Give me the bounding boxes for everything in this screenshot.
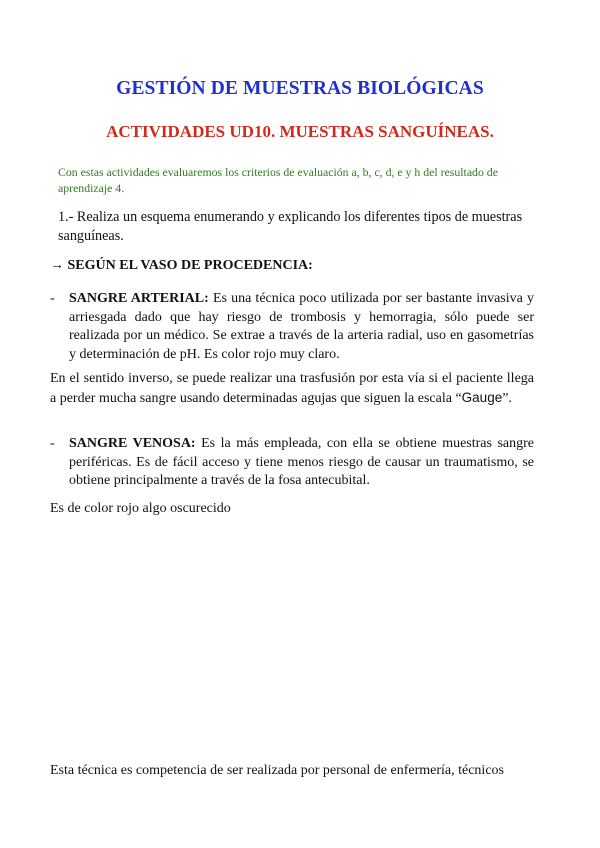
question-1: 1.- Realiza un esquema enumerando y explicando los diferentes tipos de muestras sanguíneas.: [58, 209, 523, 244]
term-sangre-venosa: SANGRE VENOSA:: [69, 436, 196, 451]
paragraph-trasfusion-text: En el sentido inverso, se puede realizar una trasfusión por esta vía si el paciente llega a perder mucha sangre usando determinadas agujas que siguen la escala “: [50, 371, 534, 406]
text-sangre-venosa: Es la más empleada, con ella se obtiene muestras sangre periféricas. Es de fácil acceso y tiene menos riesgo de causar un traumatismo, se obtiene principalmente a través de la fosa antecubital.: [69, 436, 534, 488]
gauge-term: Gauge: [461, 389, 503, 405]
paragraph-competencia: Esta técnica es competencia de ser realizada por personal de enfermería, técnicos: [50, 763, 504, 778]
paragraph-trasfusion: [50, 370, 534, 408]
document-subtitle: ACTIVIDADES UD10. MUESTRAS SANGUÍNEAS.: [106, 122, 494, 141]
section-heading-text: SEGÚN EL VASO DE PROCEDENCIA:: [67, 258, 313, 273]
arrow-icon: →: [50, 258, 64, 273]
term-sangre-arterial: SANGRE ARTERIAL:: [69, 291, 209, 306]
list-item-sangre-arterial: [50, 290, 534, 364]
list-dash: -: [50, 436, 55, 451]
paragraph-color: Es de color rojo algo oscurecido: [50, 501, 231, 516]
list-item-sangre-venosa: [50, 435, 534, 491]
paragraph-trasfusion-end: ”.: [502, 390, 512, 406]
section-heading: [50, 258, 313, 274]
document-title: GESTIÓN DE MUESTRAS BIOLÓGICAS: [116, 78, 484, 99]
list-dash: -: [50, 291, 55, 306]
evaluation-note: Con estas actividades evaluaremos los criterios de evaluación a, b, c, d, e y h del resultado de aprendizaje 4.: [58, 165, 498, 195]
text-sangre-arterial: Es una técnica poco utilizada por ser bastante invasiva y arriesgada dado que hay riesgo de trombosis y hemorragia, sólo puede ser realizada por un médico. Se extrae a través de la arteria radial, uso en gasometrías y determinación de pH. Es color rojo muy claro.: [69, 291, 534, 362]
